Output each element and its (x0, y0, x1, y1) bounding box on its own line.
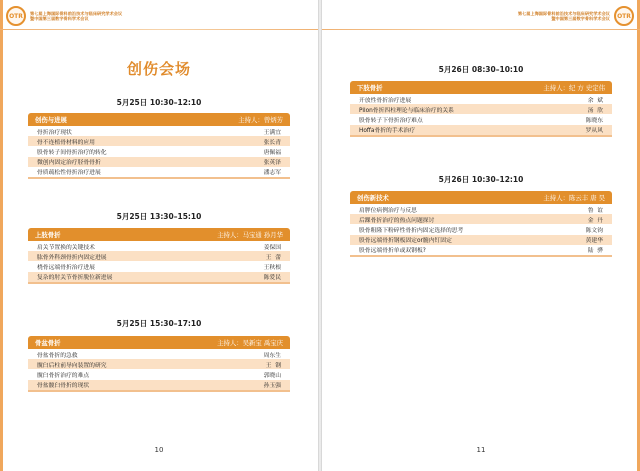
talk-topic: 股骨远端骨折单或双钢板? (359, 248, 426, 255)
talk-row (28, 261, 290, 271)
header-line-2: 暨中国第三届数字骨科学术会议 (30, 16, 89, 21)
talk-row (28, 380, 290, 390)
header-text (518, 11, 610, 22)
talk-topic: Hoffa骨折的手术治疗 (359, 128, 416, 135)
header-divider (0, 29, 318, 30)
talk-row (28, 146, 290, 156)
talk-speaker: 王满宜 (263, 129, 281, 136)
talk-topic: 股骨远端骨折钢板固定or髓内钉固定 (359, 238, 452, 245)
talk-topic: 复杂的肘关节骨折脱位新进展 (37, 275, 113, 282)
page-number: 11 (476, 446, 486, 454)
header-divider (322, 29, 640, 30)
session-datetime: 5月25日 13:30–15:10 (116, 212, 202, 221)
talk-speaker: 余 斌 (587, 97, 603, 104)
talk-topic: 肱骨外科颈骨折内固定进展 (37, 254, 107, 261)
session-block (28, 113, 290, 179)
session-header (28, 336, 290, 349)
session-bottom-rule (28, 282, 290, 284)
header-line-2: 暨中国第三届数字骨科学术会议 (551, 16, 610, 21)
talk-speaker: 张英泽 (263, 160, 281, 167)
talk-topic: 骨不连植骨材料的应用 (37, 139, 95, 146)
talk-row (28, 157, 290, 167)
header-text (30, 11, 122, 22)
page-header (514, 6, 634, 26)
talk-speaker: 姜保国 (263, 244, 281, 251)
talk-topic: 开放性骨折治疗进展 (359, 97, 412, 104)
session-name: 创伤与进展 (35, 116, 67, 124)
session-host: 主持人：陈云丰 唐 昊 (543, 194, 605, 202)
session-name: 上肢骨折 (35, 231, 61, 239)
talk-speaker: 潘志军 (263, 170, 281, 177)
header-line-1: 第七届上海国际骨科前沿技术与临床研究学术会议 (517, 10, 610, 16)
talk-speaker: 张长青 (263, 139, 281, 146)
session-header (28, 228, 290, 241)
session-host: 主持人：马宝通 孙月华 (217, 231, 283, 239)
header-line-1: 第七届上海国际骨科前沿技术与临床研究学术会议 (30, 10, 123, 16)
talk-speaker: 陈晓东 (585, 117, 603, 124)
talk-row (350, 104, 612, 114)
session-bottom-rule (28, 390, 290, 392)
session-name: 创伤新技术 (357, 194, 389, 202)
session-header (350, 191, 612, 204)
talk-topic: 髋臼骨折治疗的难点 (37, 372, 90, 379)
talk-speaker: 汤 欣 (587, 107, 603, 114)
page-title: 创伤会场 (126, 60, 191, 78)
talk-row (28, 272, 290, 282)
talk-row (350, 245, 612, 255)
conference-logo: OTR (614, 6, 634, 26)
talk-row (28, 359, 290, 369)
talk-speaker: 孙玉强 (263, 383, 281, 390)
talk-speaker: 鲁 谊 (587, 207, 603, 214)
talk-speaker: 陈文钧 (585, 227, 603, 234)
talk-row (350, 235, 612, 245)
talk-topic: 微创内固定治疗胫骨骨折 (37, 160, 101, 167)
talk-topic: 股骨粗隆下粉碎性骨折内固定选择的思考 (359, 227, 464, 234)
session-header (350, 81, 612, 94)
talk-topic: 股骨转子下骨折治疗难点 (359, 117, 423, 124)
session-datetime: 5月26日 10:30–12:10 (438, 175, 524, 184)
talk-topic: 肩胛位病例治疗与反思 (359, 207, 417, 214)
talk-row (350, 224, 612, 234)
talk-topic: 骨盆骨折的急救 (37, 352, 78, 359)
conference-logo: OTR (6, 6, 26, 26)
talk-speaker: 郭晓山 (263, 372, 281, 379)
talk-row (350, 125, 612, 135)
page-header (6, 6, 126, 26)
talk-row (28, 241, 290, 251)
session-bottom-rule (350, 135, 612, 137)
page-number: 10 (154, 446, 164, 454)
session-host: 主持人：曾炳芳 (238, 116, 283, 124)
session-name: 骨盆骨折 (35, 339, 61, 347)
talk-speaker: 唐佩福 (263, 149, 281, 156)
talk-row (28, 251, 290, 261)
talk-speaker: 陆 骅 (587, 248, 603, 255)
session-block (350, 191, 612, 257)
session-datetime: 5月25日 10:30–12:10 (116, 98, 202, 107)
talk-row (350, 214, 612, 224)
talk-speaker: 罗从风 (585, 128, 603, 135)
session-block (28, 228, 290, 284)
talk-topic: 骨折治疗现状 (37, 129, 72, 136)
right-page (322, 0, 640, 471)
session-bottom-rule (350, 255, 612, 257)
talk-speaker: 陈爱民 (263, 275, 281, 282)
talk-speaker: 周东生 (263, 352, 281, 359)
talk-topic: 骨盆髋臼骨折的现状 (37, 383, 90, 390)
talk-row (28, 167, 290, 177)
session-name: 下肢骨折 (357, 84, 383, 92)
talk-speaker: 黄建华 (585, 238, 603, 245)
session-bottom-rule (28, 177, 290, 179)
talk-row (28, 369, 290, 379)
session-block (350, 81, 612, 137)
talk-topic: 骨质疏松性骨折治疗进展 (37, 170, 101, 177)
session-datetime: 5月25日 15:30–17:10 (116, 319, 202, 328)
talk-row (350, 204, 612, 214)
talk-row (28, 136, 290, 146)
talk-topic: 肩关节置换的关键技术 (37, 244, 95, 251)
session-host: 主持人：吴新宝 禹宝庆 (217, 339, 283, 347)
talk-speaker: 王 蕾 (265, 254, 281, 261)
talk-row (350, 114, 612, 124)
talk-speaker: 金 丹 (587, 217, 603, 224)
talk-topic: 桡骨远端骨折治疗进展 (37, 264, 95, 271)
session-block (28, 336, 290, 392)
talk-topic: 髋臼后柱前导向装置的研究 (37, 362, 107, 369)
talk-topic: 股骨转子间骨折治疗的转化 (37, 149, 107, 156)
talk-row (28, 349, 290, 359)
talk-row (350, 94, 612, 104)
session-datetime: 5月26日 08:30–10:10 (438, 65, 524, 74)
talk-speaker: 王秋根 (263, 264, 281, 271)
session-header (28, 113, 290, 126)
left-page (0, 0, 318, 471)
talk-row (28, 126, 290, 136)
session-host: 主持人：纪 方 史定伟 (543, 84, 605, 92)
talk-topic: 后踝骨折治疗的热点问题探讨 (359, 217, 435, 224)
talk-speaker: 王 钢 (265, 362, 281, 369)
talk-topic: Pilon骨折四柱理论与临床治疗的关系 (359, 107, 454, 114)
